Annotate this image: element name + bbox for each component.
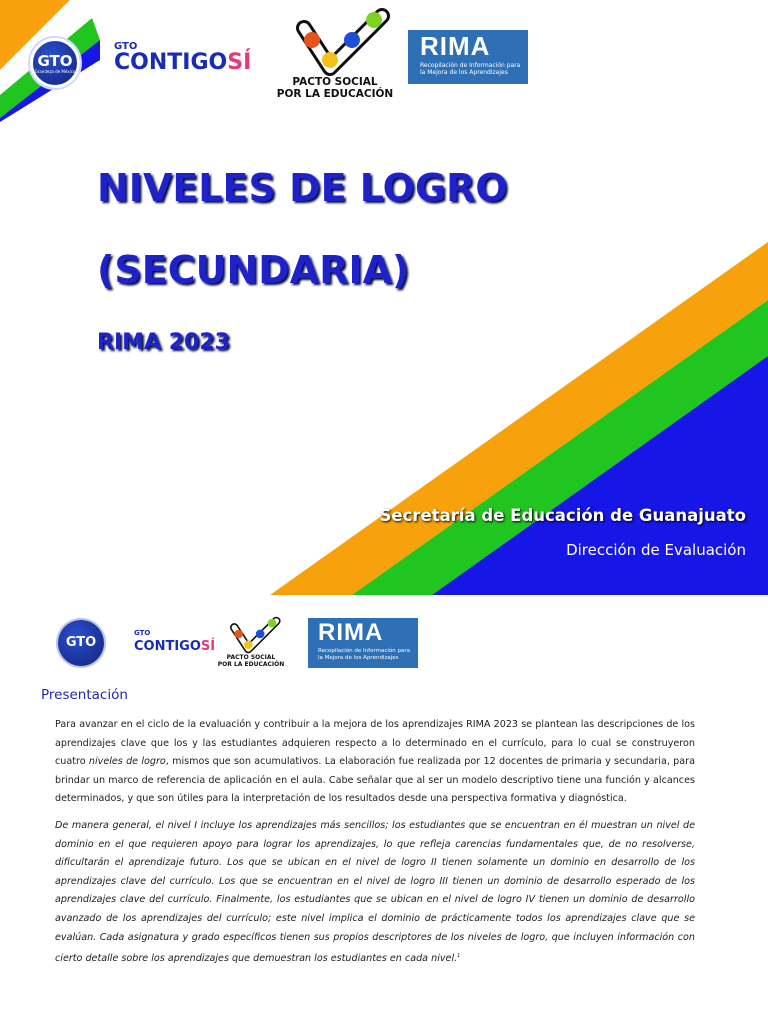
contigo-main: CONTIGO [114, 50, 228, 75]
rima-logo-small: RIMA Recopilación de Información para la Mejora de los Aprendizajes [308, 618, 418, 668]
pacto-logo-text: PACTO SOCIAL POR LA EDUCACIÓN [276, 76, 394, 100]
pacto-checkmark-icon [270, 8, 400, 76]
contigo-small: GTO [114, 41, 138, 52]
title-line-2: (SECUNDARIA) [97, 248, 410, 292]
section-heading: Presentación [41, 687, 128, 703]
title-line-1: NIVELES DE LOGRO [97, 166, 508, 210]
paragraph-1: Para avanzar en el ciclo de la evaluación y contribuir a la mejora de los aprendizajes RIMA 2023 se plantean las descripciones de los aprendizajes clave que los y las estudiantes adquieren respecto a lo determinado en el currículo, para lo cual se construyeron cuatro niveles de logro, mismos que son acumulativos. La elaboración fue realizada por 12 docentes de primaria y secundaria, para brindar un marco de referencia de aplicación en el aula. Cabe señalar que al ser un modelo descriptivo tiene una función y alcances determinados, y que son útiles para la interpretación de los resultados desde una perspectiva formativa y diagnóstica. [55, 719, 695, 805]
subtitle: RIMA 2023 [97, 330, 230, 355]
gto-logo-small: GTO [58, 620, 104, 666]
pacto-social-logo-small: PACTO SOCIAL POR LA EDUCACIÓN [216, 616, 286, 670]
direccion-label: Dirección de Evaluación [566, 541, 746, 559]
rima-logo [408, 30, 528, 84]
contigo-si-logo-small: GTO CONTIGOSÍ [134, 629, 216, 654]
rima-logo-name: RIMA [420, 31, 491, 61]
rima-logo-desc: Recopilación de Información para la Mejora de los Aprendizajes [420, 62, 521, 76]
footnote-marker: 1 [457, 953, 461, 960]
secretaria-label: Secretaría de Educación de Guanajuato [379, 506, 746, 525]
pacto-checkmark-icon [216, 616, 286, 654]
gto-logo-subtitle: Grandeza de México [34, 69, 76, 74]
contigo-si-logo [114, 42, 251, 74]
pacto-social-logo [270, 8, 400, 103]
paragraph-2: De manera general, el nivel I incluye los aprendizajes más sencillos; los estudiantes que se encuentran en él muestran un nivel de dominio en el que requieren apoyo para lograr los aprendizajes, lo que refleja carencias fundamentales que, de no resolverse, dificultarán el aprendizaje futuro. Los que se ubican en el nivel de logro II tienen solamente un dominio en desarrollo de los aprendizajes clave del currículo. Los que se encuentran en el nivel de logro III tienen un dominio de desarrollo esperado de los aprendizajes clave del currículo. Finalmente, los estudiantes que se ubican en el nivel de logro IV tienen un dominio de desarrollo avanzado de los aprendizajes del currículo; este nivel implica el dominio de prácticamente todos los aprendizajes clave que se evalúan. Cada asignatura y grado específicos tienen sus propios descriptores de los niveles de logro, que incluyen información con cierto detalle sobre los aprendizajes que demuestran los estudiantes en cada nivel.$^1$ [55, 820, 695, 965]
contigo-accent: SÍ [227, 50, 252, 75]
gto-logo: GTO Grandeza de México [30, 38, 80, 88]
